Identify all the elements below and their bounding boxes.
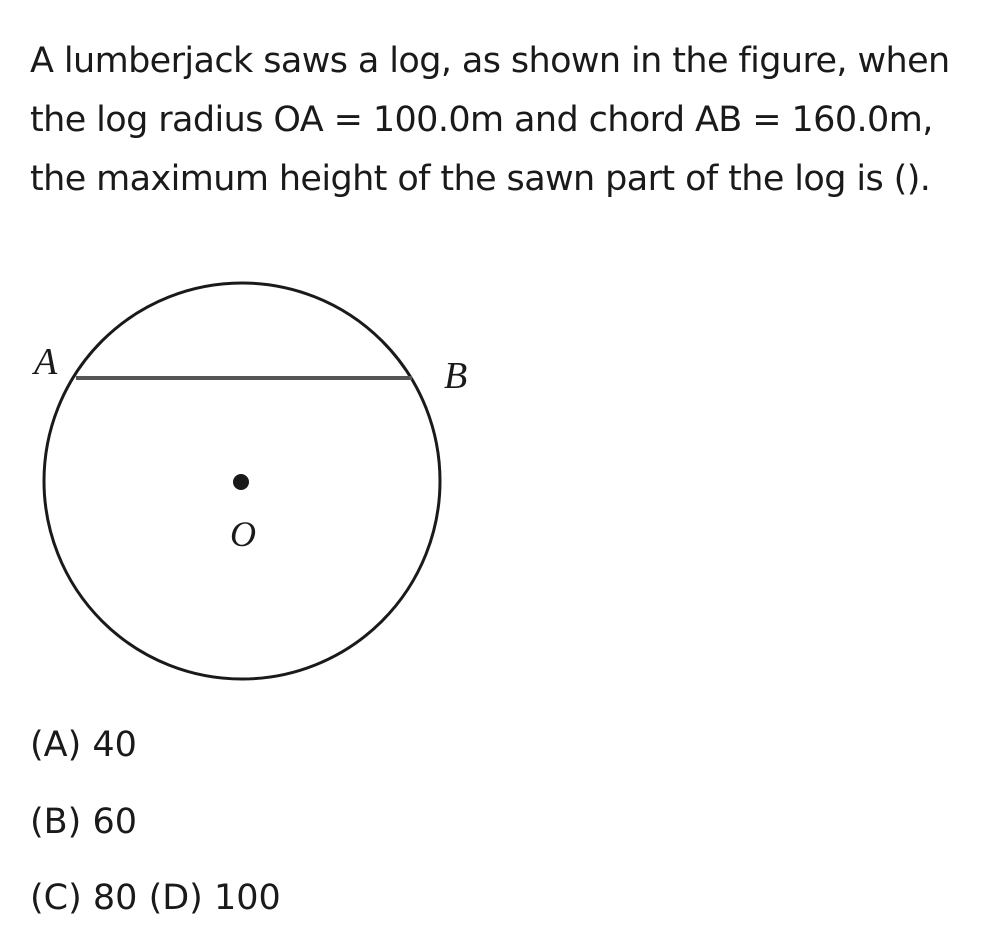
option-d-value: 100 (213, 878, 281, 918)
option-a-letter: (A) (30, 725, 82, 765)
circle-diagram (20, 270, 468, 690)
option-d-letter: (D) (148, 878, 203, 918)
option-b-letter: (B) (30, 802, 82, 842)
option-c-value: 80 (92, 878, 138, 918)
center-point-o (233, 474, 249, 490)
option-a[interactable] (30, 725, 137, 765)
label-b: B (444, 355, 468, 397)
option-b-value: 60 (92, 802, 138, 842)
option-a-value: 40 (92, 725, 137, 765)
option-c-d-row (30, 878, 281, 918)
option-b[interactable] (30, 802, 137, 842)
label-o: O (230, 514, 256, 554)
question-text: A lumberjack saws a log, as shown in the figure, when the log radius OA = 100.0m and chord AB = 160.0m, the maximum height of the sawn part of the log is (). (30, 41, 950, 199)
option-d[interactable] (149, 878, 281, 918)
option-c-letter: (C) (30, 878, 82, 918)
circle-figure (20, 270, 468, 690)
option-c[interactable] (30, 878, 137, 918)
label-a: A (34, 341, 58, 383)
